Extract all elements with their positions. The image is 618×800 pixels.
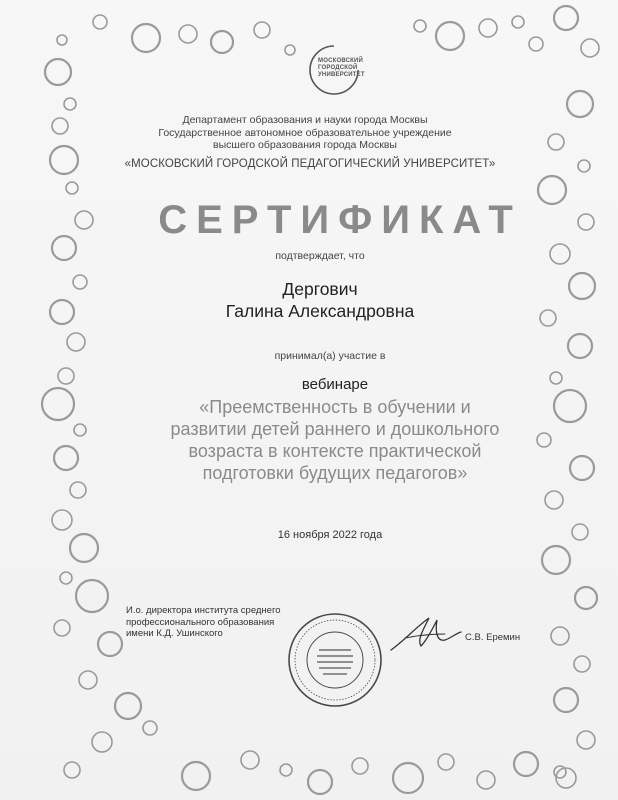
- bubble-decoration: [98, 632, 122, 656]
- logo-text: МОСКОВСКИЙ ГОРОДСКОЙ УНИВЕРСИТЕТ: [318, 58, 365, 78]
- bubble-decoration: [52, 510, 72, 530]
- event-date: 16 ноября 2022 года: [277, 529, 383, 541]
- recipient-given-names: Галина Александровна: [225, 301, 415, 321]
- bubble-decoration: [574, 656, 590, 672]
- event-type: вебинаре: [301, 376, 369, 393]
- bubble-decoration: [540, 310, 556, 326]
- bubble-decoration: [42, 388, 74, 420]
- event-title: «Преемственность в обучении и развитии детей раннего и дошкольного возраста в контексте практической подготовки будущих педагогов»: [170, 397, 500, 483]
- bubble-decoration: [438, 754, 454, 770]
- bubble-decoration: [54, 620, 70, 636]
- recipient-surname: Дергович: [282, 279, 358, 299]
- bubble-decoration: [567, 91, 593, 117]
- bubble-decoration: [54, 446, 78, 470]
- bubble-decoration: [542, 546, 570, 574]
- bubble-decoration: [241, 751, 259, 769]
- bubble-decoration: [73, 275, 87, 289]
- bubble-decoration: [57, 35, 67, 45]
- university-name: «МОСКОВСКИЙ ГОРОДСКОЙ ПЕДАГОГИЧЕСКИЙ УНИВЕРСИТЕТ»: [124, 158, 496, 170]
- bubble-decoration: [477, 771, 495, 789]
- recipient-name: [170, 278, 470, 322]
- bubble-decoration: [554, 766, 566, 778]
- signatory-name: С.В. Еремин: [465, 632, 521, 643]
- bubble-decoration: [570, 456, 594, 480]
- bubble-decoration: [537, 433, 551, 447]
- bubble-decoration: [577, 731, 595, 749]
- bubble-decoration: [512, 16, 524, 28]
- certificate-title: СЕРТИФИКАТ: [158, 198, 522, 242]
- bubble-decoration: [578, 214, 594, 230]
- bubble-decoration: [285, 45, 295, 55]
- signatory-title: И.о. директора института среднего профессионального образования имени К.Д. Ушинского: [126, 605, 281, 639]
- bubble-decoration: [132, 24, 160, 52]
- bubble-decoration: [308, 770, 332, 794]
- bubble-decoration: [45, 59, 71, 85]
- bubble-decoration: [393, 763, 423, 793]
- official-stamp-icon: [285, 610, 385, 710]
- bubble-decoration: [538, 176, 566, 204]
- bubble-decoration: [575, 587, 597, 609]
- bubble-decoration: [352, 758, 368, 774]
- bubble-decoration: [280, 764, 292, 776]
- bubble-decoration: [514, 752, 538, 776]
- bubble-decoration: [76, 580, 108, 612]
- bubble-decoration: [554, 6, 578, 30]
- bubble-decoration: [66, 182, 78, 194]
- bubble-decoration: [569, 273, 595, 299]
- bubble-decoration: [550, 244, 570, 264]
- department-header: Департамент образования и науки города Москвы Государственное автономное образовательное учреждение высшего образования города Москвы: [158, 114, 452, 151]
- bubble-decoration: [58, 368, 74, 384]
- confirms-text: подтверждает, что: [275, 250, 365, 262]
- bubble-decoration: [70, 482, 86, 498]
- bubble-decoration: [479, 19, 497, 37]
- bubble-decoration: [50, 300, 74, 324]
- bubble-decoration: [52, 236, 76, 260]
- bubble-decoration: [414, 20, 426, 32]
- bubble-decoration: [550, 372, 562, 384]
- bubble-decoration: [92, 732, 112, 752]
- bubble-decoration: [254, 22, 270, 38]
- bubble-decoration: [79, 671, 97, 689]
- bubble-decoration: [50, 146, 78, 174]
- bubble-decoration: [75, 211, 93, 229]
- bubble-decoration: [74, 424, 86, 436]
- bubble-decoration: [436, 22, 464, 50]
- bubble-decoration: [70, 534, 98, 562]
- bubble-decoration: [572, 524, 588, 540]
- bubble-decoration: [52, 118, 68, 134]
- bubble-decoration: [551, 627, 569, 645]
- bubble-decoration: [578, 160, 590, 172]
- bubble-decoration: [182, 762, 210, 790]
- bubble-decoration: [179, 25, 197, 43]
- bubble-decoration: [115, 693, 141, 719]
- bubble-decoration: [581, 39, 599, 57]
- bubble-decoration: [60, 572, 72, 584]
- bubble-decoration: [93, 15, 107, 29]
- bubble-decoration: [529, 37, 543, 51]
- participation-text: принимал(а) участие в: [274, 350, 386, 362]
- bubble-decoration: [548, 134, 564, 150]
- bubble-decoration: [64, 762, 80, 778]
- bubble-decoration: [568, 334, 592, 358]
- bubble-decoration: [554, 688, 578, 712]
- bubble-decoration: [211, 31, 233, 53]
- signature-icon: [385, 610, 465, 660]
- bubble-decoration: [64, 98, 76, 110]
- bubble-decoration: [143, 721, 157, 735]
- bubble-decoration: [554, 390, 586, 422]
- bubble-decoration: [545, 491, 563, 509]
- bubble-decoration: [67, 333, 85, 351]
